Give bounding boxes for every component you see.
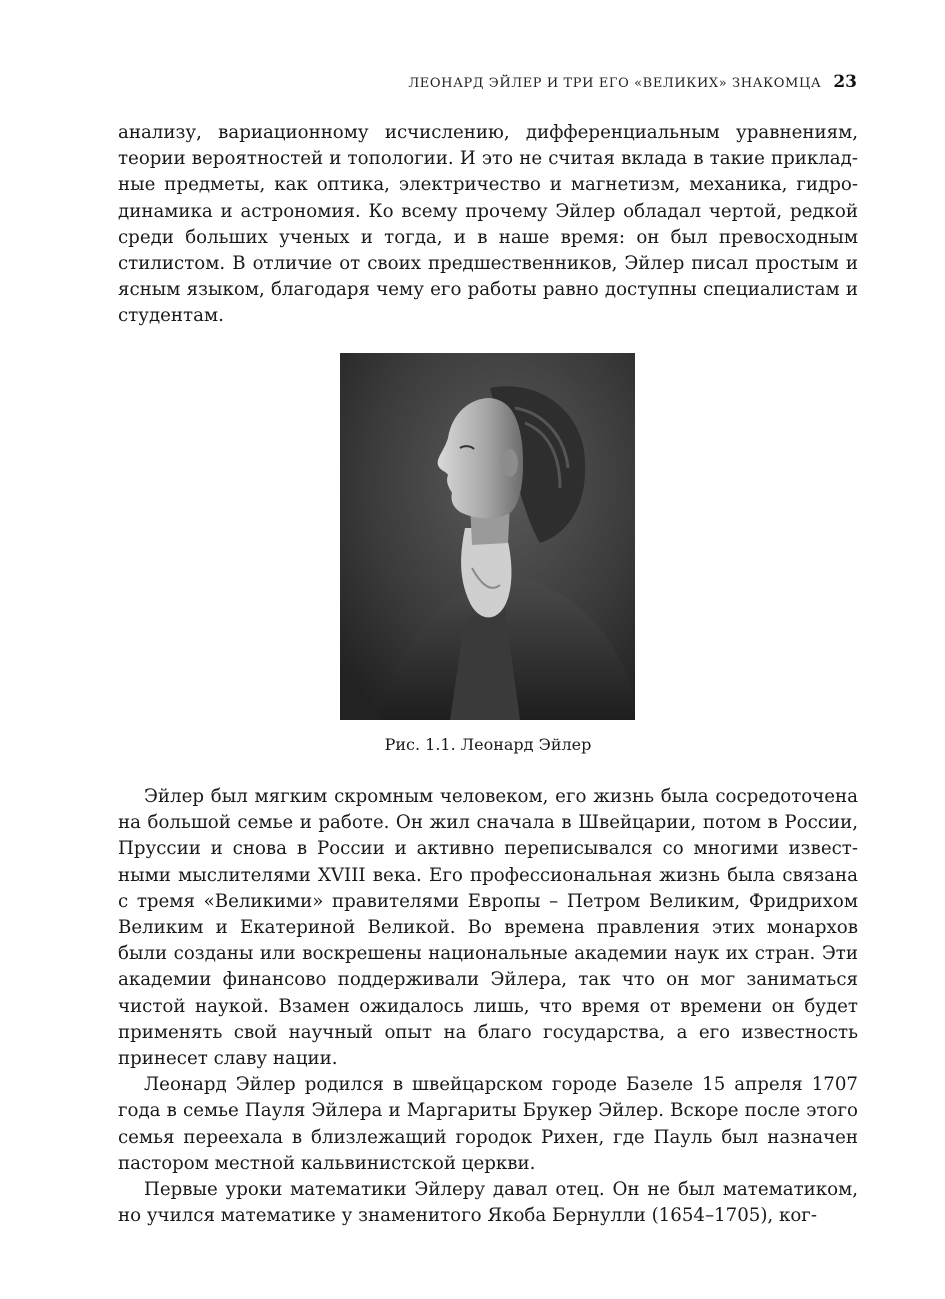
paragraph: анализу, вариационному исчислению, дифференциальным уравнениям, теории вероятностей и топологии. И это не считая вклада в такие прикладные предметы, как оптика, электричество и магнетизм, механика, гидродинамика и астрономия. Ко всему прочему Эйлер обладал чертой, редкой среди больших ученых и тогда, и в наше время: он был превосходным стилистом. В отличие от своих предшественников, Эйлер писал простым и ясным языком, благодаря чему его работы равно доступны специалистам и студентам.	[118, 122, 858, 327]
figure-caption: Рис. 1.1. Леонард Эйлер	[384, 735, 592, 754]
page-number: 23	[833, 72, 857, 92]
euler-portrait-engraving	[340, 353, 635, 720]
paragraph: Эйлер был мягким скромным человеком, его жизнь была сосредоточена на большой семье и работе. Он жил сначала в Швейцарии, потом в России, Пруссии и снова в России и активно переписывался со многими известными мыслителями XVIII века. Его профессиональная жизнь была связана с тремя «Великими» правителями Европы – Петром Великим, Фридрихом Великим и Екатериной Великой. Во времена правления этих монархов были созданы или воскрешены национальные академии наук их стран. Эти академии финансово поддерживали Эйлера, так что он мог заниматься чистой наукой. Взамен ожидалось лишь, что время от времени он будет применять свой научный опыт на благо государства, а его известность принесет славу нации.	[118, 786, 858, 1070]
euler-portrait	[340, 353, 635, 720]
running-header	[118, 72, 857, 92]
running-header-title: ЛЕОНАРД ЭЙЛЕР И ТРИ ЕГО «ВЕЛИКИХ» ЗНАКОМЦА	[408, 76, 822, 91]
text-block-top	[118, 120, 858, 330]
paragraph: Первые уроки математики Эйлеру давал отец. Он не был математиком, но учился математике у знаменитого Якоба Бернулли (1654–1705), ког-	[118, 1179, 858, 1227]
text-block-bottom	[118, 784, 858, 1229]
paragraph: Леонард Эйлер родился в швейцарском городе Базеле 15 апреля 1707 года в семье Пауля Эйлера и Маргариты Брукер Эйлер. Вскоре после этого семья переехала в близлежащий городок Рихен, где Пауль был назначен пастором местной кальвинистской церкви.	[118, 1074, 858, 1174]
